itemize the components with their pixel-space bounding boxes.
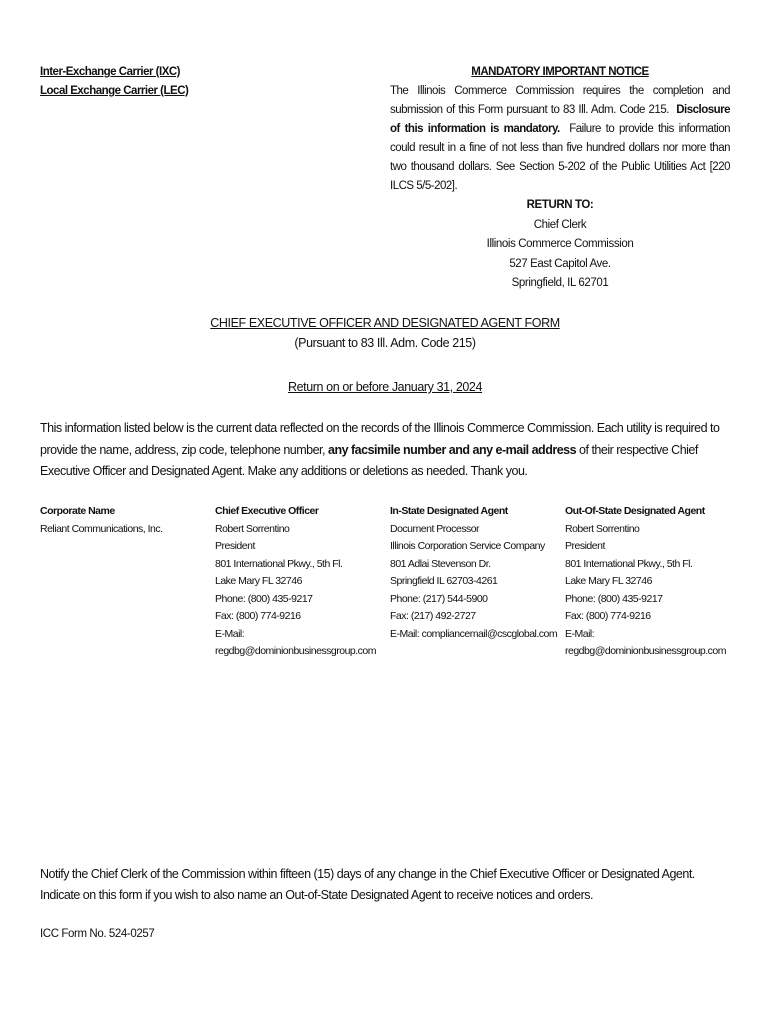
form-subtitle: (Pursuant to 83 Ill. Adm. Code 215) bbox=[294, 336, 476, 350]
intro-bold-text: any facsimile number and any e-mail address bbox=[328, 442, 577, 457]
lec-label: Local Exchange Carrier (LEC) bbox=[40, 85, 189, 97]
column-line: President bbox=[565, 540, 605, 552]
column-line: President bbox=[215, 540, 255, 552]
column-header: Corporate Name bbox=[40, 505, 115, 517]
footer-line-2: Indicate on this form if you wish to also name an Out-of-State Designated Agent to receive notices and orders. bbox=[40, 888, 593, 902]
intro-paragraph bbox=[40, 418, 732, 483]
column-line: E-Mail: bbox=[215, 627, 245, 640]
return-line: 527 East Capitol Ave. bbox=[509, 257, 611, 270]
notice-text-1: The Illinois Commerce Commission requires the completion and submission of this Form pursuant to 83 Ill. Adm. Code 215. bbox=[390, 85, 730, 116]
column-line: Fax: (800) 774-9216 bbox=[565, 610, 651, 622]
column-line: Lake Mary FL 32746 bbox=[565, 575, 652, 587]
notice-text-2: Failure to provide this information could result in a fine of not less than five hundred dollars nor more than two thousand dollars. See Section 5-202 of the Public Utilities Act [220 ILCS 5/5-202]. bbox=[390, 123, 730, 192]
column-line: Phone: (800) 435-9217 bbox=[215, 592, 313, 605]
intro-text-2: of their respective Chief Executive Officer and Designated Agent. Make any additions or deletions as needed. Thank you. bbox=[40, 442, 698, 478]
due-date: Return on or before January 31, 2024 bbox=[287, 380, 483, 394]
notice-body bbox=[390, 82, 730, 196]
column-line: Phone: (217) 544-5900 bbox=[390, 592, 488, 605]
mandatory-notice bbox=[390, 63, 730, 196]
intro-text-1: This information listed below is the current data reflected on the records of the Illinois Commerce Commission. Each utility is required to provide the name, address, zip code, telephone number, bbox=[40, 421, 720, 457]
column-line: Fax: (800) 774-9216 bbox=[215, 610, 301, 622]
column-line: Document Processor bbox=[390, 522, 480, 535]
column-line: Phone: (800) 435-9217 bbox=[565, 592, 663, 605]
column-line: Illinois Corporation Service Company bbox=[390, 540, 545, 552]
column-line: Fax: (217) 492-2727 bbox=[390, 610, 476, 622]
return-line: Chief Clerk bbox=[533, 218, 587, 231]
column-line: 801 International Pkwy., 5th Fl. bbox=[215, 557, 343, 570]
column-line: regdbg@dominionbusinessgroup.com bbox=[565, 645, 727, 657]
column-line: 801 Adlai Stevenson Dr. bbox=[390, 557, 491, 570]
column-line: 801 International Pkwy., 5th Fl. bbox=[565, 557, 693, 570]
column-line: Robert Sorrentino bbox=[565, 522, 640, 535]
form-number: ICC Form No. 524-0257 bbox=[40, 928, 155, 940]
column-line: Robert Sorrentino bbox=[215, 522, 290, 535]
column-line: Lake Mary FL 32746 bbox=[215, 575, 302, 587]
form-title-block bbox=[0, 313, 770, 353]
notice-bold-text: Disclosure of this information is mandatory. bbox=[390, 104, 731, 135]
column-header: Out-Of-State Designated Agent bbox=[565, 505, 705, 517]
column-header: Chief Executive Officer bbox=[215, 505, 319, 517]
column-line: E-Mail: bbox=[565, 627, 595, 640]
return-line: Illinois Commerce Commission bbox=[486, 238, 634, 250]
column-line: Springfield IL 62703-4261 bbox=[390, 575, 498, 587]
in-state-agent-column bbox=[390, 503, 558, 643]
return-to-title: RETURN TO: bbox=[526, 199, 594, 211]
footer-line-1: Notify the Chief Clerk of the Commission within fifteen (15) days of any change in the Chief Executive Officer or Designated Agent. bbox=[40, 867, 695, 881]
ceo-column bbox=[215, 503, 383, 661]
ixc-label: Inter-Exchange Carrier (IXC) bbox=[40, 66, 181, 78]
form-title: CHIEF EXECUTIVE OFFICER AND DESIGNATED AGENT FORM bbox=[210, 316, 560, 330]
return-to-block bbox=[430, 196, 690, 294]
column-line: Reliant Communications, Inc. bbox=[40, 522, 163, 535]
column-line: E-Mail: compliancemail@cscglobal.com bbox=[390, 627, 558, 640]
column-line: regdbg@dominionbusinessgroup.com bbox=[215, 645, 377, 657]
return-line: Springfield, IL 62701 bbox=[511, 277, 609, 289]
out-of-state-agent-column bbox=[565, 503, 733, 661]
carrier-type-labels bbox=[40, 63, 188, 101]
column-header: In-State Designated Agent bbox=[390, 505, 508, 517]
corporate-name-column bbox=[40, 503, 208, 538]
footer-notes bbox=[40, 864, 695, 906]
notice-title: MANDATORY IMPORTANT NOTICE bbox=[471, 66, 649, 78]
